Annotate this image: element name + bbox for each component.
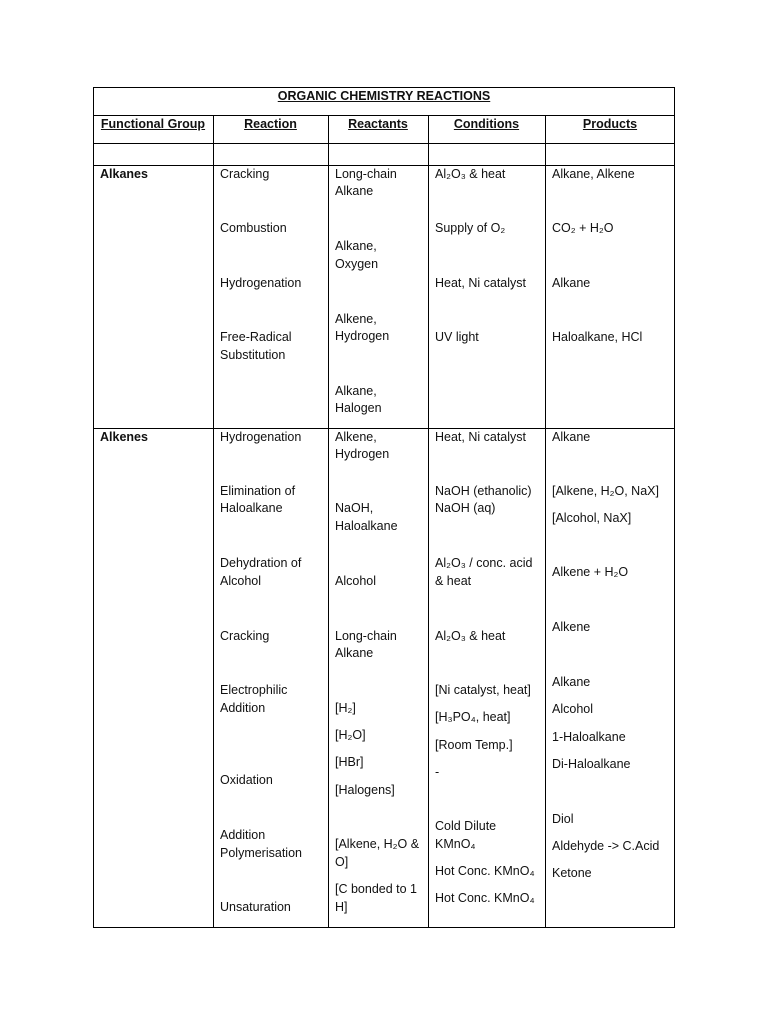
alkenes-reaction-addition: Addition (220, 828, 266, 842)
alkenes-product: [Alkene, H₂O, NaX] (552, 484, 659, 498)
alkenes-reactant: Alcohol (335, 574, 376, 588)
alkenes-condition: Heat, Ni catalyst (435, 430, 527, 444)
alkenes-reaction-oxidation: Oxidation (220, 773, 273, 787)
alkenes-condition: & heat (435, 574, 472, 588)
alkenes-reactant: [C bonded to 1 (335, 882, 418, 896)
alkenes-condition: [H₃PO₄, heat] (435, 710, 511, 724)
alkenes-reactant: O] (335, 855, 349, 869)
alkanes-product: Haloalkane, HCl (552, 330, 643, 344)
alkenes-reactant: [H₂] (335, 701, 356, 715)
alkenes-product: Diol (552, 812, 574, 826)
header-functional-group: Functional Group (100, 117, 206, 131)
column-divider-1 (213, 115, 214, 928)
page-title: ORGANIC CHEMISTRY REACTIONS (277, 89, 491, 103)
alkanes-reactant: Alkene, (335, 312, 377, 326)
alkanes-condition: Supply of O₂ (435, 221, 506, 235)
alkenes-condition: Hot Conc. KMnO₄ (435, 891, 535, 905)
alkenes-reactant: Alkene, (335, 430, 377, 444)
alkenes-condition: KMnO₄ (435, 837, 476, 851)
alkenes-product: Alkene (552, 620, 591, 634)
table-border-left (93, 87, 94, 928)
alkanes-reaction-combustion: Combustion (220, 221, 287, 235)
header-reactants: Reactants (348, 117, 408, 131)
alkanes-product: Alkane, Alkene (552, 167, 635, 181)
header-divider (93, 143, 675, 144)
alkenes-reactant: H] (335, 900, 348, 914)
alkanes-reaction-cracking: Cracking (220, 167, 270, 181)
group-alkanes: Alkanes (100, 167, 148, 181)
alkanes-reaction-free-radical: Free-Radical (220, 330, 292, 344)
alkenes-reaction-electrophilic: Electrophilic (220, 683, 288, 697)
table-border-bottom (93, 927, 675, 928)
alkenes-condition: Cold Dilute (435, 819, 497, 833)
alkenes-reaction-elimination: Haloalkane (220, 501, 283, 515)
alkenes-product: Alcohol (552, 702, 593, 716)
alkenes-condition: [Ni catalyst, heat] (435, 683, 531, 697)
alkenes-reactant: Hydrogen (335, 447, 390, 461)
alkenes-reactant: Alkane (335, 646, 374, 660)
alkenes-product: Ketone (552, 866, 592, 880)
alkenes-reaction-dehydration: Dehydration of (220, 556, 302, 570)
alkenes-product: Aldehyde -> C.Acid (552, 839, 660, 853)
alkanes-product: CO₂ + H₂O (552, 221, 614, 235)
alkenes-condition: Hot Conc. KMnO₄ (435, 864, 535, 878)
header-products: Products (582, 117, 638, 131)
alkanes-reactant: Hydrogen (335, 329, 390, 343)
alkenes-reaction-elimination: Elimination of (220, 484, 296, 498)
alkanes-reactant: Alkane, (335, 384, 377, 398)
alkenes-condition: - (435, 765, 440, 779)
alkanes-product: Alkane (552, 276, 591, 290)
alkanes-condition: Al₂O₃ & heat (435, 167, 506, 181)
alkenes-reaction-unsaturation: Unsaturation (220, 900, 291, 914)
alkanes-reaction-substitution: Substitution (220, 348, 286, 362)
alkenes-product: [Alcohol, NaX] (552, 511, 632, 525)
alkanes-reactant: Alkane (335, 184, 374, 198)
alkenes-reactant: NaOH, (335, 501, 374, 515)
alkenes-reaction-dehydration: Alcohol (220, 574, 261, 588)
alkenes-reaction-cracking: Cracking (220, 629, 270, 643)
alkenes-product: Alkane (552, 430, 591, 444)
alkenes-condition: Al₂O₃ / conc. acid (435, 556, 533, 570)
alkenes-product: Alkane (552, 675, 591, 689)
alkenes-reactant: [Alkene, H₂O & (335, 837, 420, 851)
alkanes-condition: Heat, Ni catalyst (435, 276, 527, 290)
alkenes-condition: Al₂O₃ & heat (435, 629, 506, 643)
alkanes-condition: UV light (435, 330, 479, 344)
alkanes-reactant: Halogen (335, 401, 382, 415)
alkenes-product: Alkene + H₂O (552, 565, 629, 579)
column-divider-3 (428, 115, 429, 928)
alkenes-reactant: [HBr] (335, 755, 364, 769)
table-border-right (674, 87, 675, 928)
alkenes-product: Di-Haloalkane (552, 757, 631, 771)
alkenes-reactant: Long-chain (335, 629, 397, 643)
reactions-table (93, 87, 675, 928)
alkenes-condition: [Room Temp.] (435, 738, 513, 752)
group-alkenes: Alkenes (100, 430, 148, 444)
alkenes-reactant: [H₂O] (335, 728, 366, 742)
alkanes-reactant: Oxygen (335, 257, 379, 271)
header-conditions: Conditions (453, 117, 520, 131)
alkenes-reactant: Haloalkane (335, 519, 398, 533)
header-reaction: Reaction (244, 117, 297, 131)
alkanes-reaction-hydrogenation: Hydrogenation (220, 276, 302, 290)
alkanes-reactant: Alkane, (335, 239, 377, 253)
alkenes-reaction-polymerisation: Polymerisation (220, 846, 302, 860)
alkanes-reactant: Long-chain (335, 167, 397, 181)
alkenes-reaction-hydrogenation: Hydrogenation (220, 430, 302, 444)
alkenes-condition: NaOH (aq) (435, 501, 496, 515)
alkenes-condition: NaOH (ethanolic) (435, 484, 532, 498)
alkenes-reaction-electrophilic: Addition (220, 701, 266, 715)
alkenes-reactant: [Halogens] (335, 783, 395, 797)
alkenes-product: 1-Haloalkane (552, 730, 626, 744)
column-divider-2 (328, 115, 329, 928)
column-divider-4 (545, 115, 546, 928)
